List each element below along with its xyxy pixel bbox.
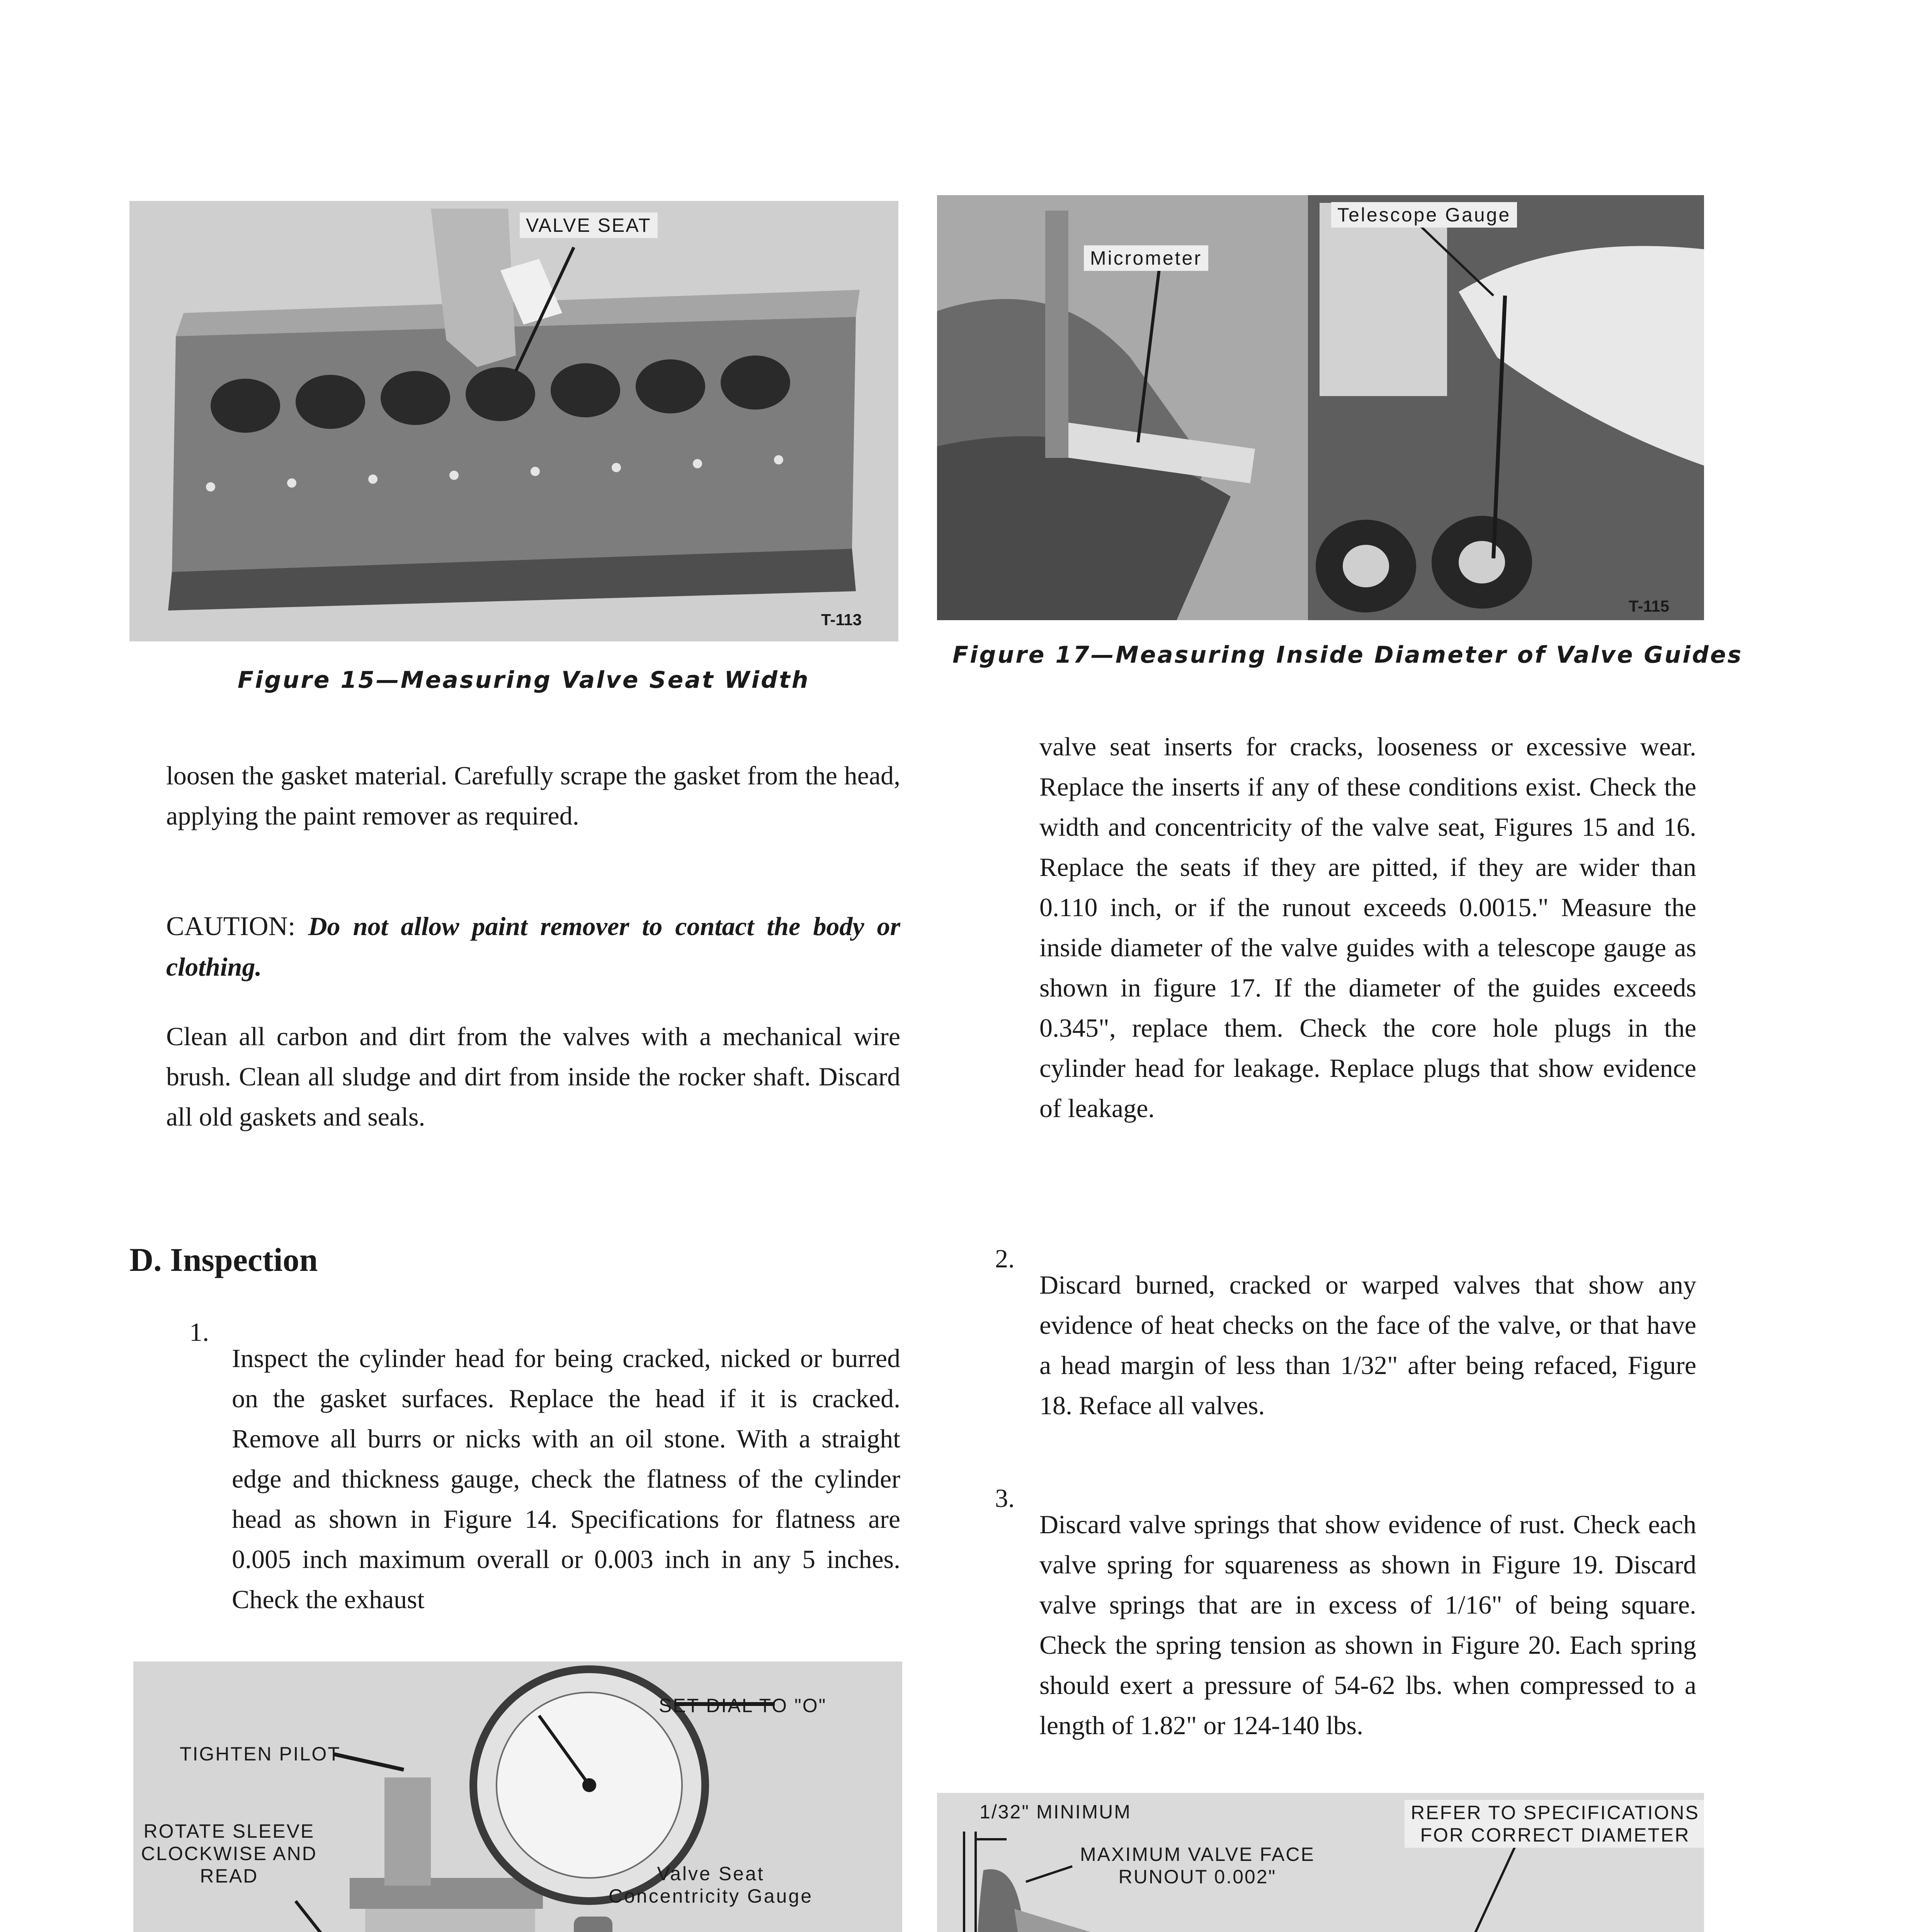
gauge-name-label — [609, 1862, 813, 1907]
refer-line-2: FOR CORRECT DIAMETER — [1420, 1824, 1690, 1846]
section-heading-inspection: D. Inspection — [129, 1241, 318, 1278]
paragraph-gasket: loosen the gasket material. Carefully scrape the gasket from the head, applying the paint remover as required. — [166, 761, 900, 830]
list-item-2 — [995, 1238, 1696, 1447]
list-item-3 — [995, 1478, 1696, 1768]
left-column-clean — [166, 1016, 900, 1137]
valve-guide-measurement-illustration — [937, 195, 1704, 620]
rotate-sleeve-line-2: CLOCKWISE AND — [141, 1843, 317, 1864]
rotate-sleeve-line-1: ROTATE SLEEVE — [143, 1820, 315, 1842]
set-dial-label: SET DIAL TO "O" — [659, 1695, 827, 1716]
tighten-pilot-label: TIGHTEN PILOT — [180, 1743, 341, 1765]
rotate-sleeve-label — [141, 1820, 317, 1887]
caution-paragraph — [166, 906, 900, 987]
refer-specifications-label — [1405, 1800, 1704, 1848]
caution-label: CAUTION: — [166, 912, 296, 941]
valve-seat-label: VALVE SEAT — [520, 213, 658, 238]
runout-line-2: RUNOUT 0.002" — [1118, 1866, 1277, 1888]
runout-label — [1080, 1843, 1315, 1888]
rotate-sleeve-line-3: READ — [200, 1865, 259, 1887]
minimum-margin-label: 1/32" MINIMUM — [980, 1801, 1131, 1823]
figure-15-caption: Figure 15—Measuring Valve Seat Width — [238, 667, 810, 694]
figure-18-photo — [937, 1793, 1704, 1932]
micrometer-label: Micrometer — [1084, 245, 1208, 271]
paragraph-valve-seat-inserts: valve seat inserts for cracks, looseness or excessive wear. Replace the inserts if any of these conditions exist. Check the width and concentricity of the valve seat, Figures 15 and 16. Replace the seats if they are pitted, if they are wider than 0.110 inch, or if the runout exceeds 0.0015." Measure the inside diameter of the valve guides with a telescope gauge as shown in figure 17. If the diameter of the guides exceeds 0.345", replace them. Check the core hole plugs in the cylinder head for leakage. Replace plugs that show evidence of leakage. — [1039, 732, 1696, 1123]
figure-17-caption: Figure 17—Measuring Inside Diameter of Valve Guides — [952, 641, 1743, 668]
list-text-3: Discard valve springs that show evidence of rust. Check each valve spring for squareness as shown in Figure 19. Discard valve springs that are in excess of 1/16" of being square. Check the spring tension as shown in Figure 20. Each spring should exert a pressure of 54-62 lbs. when compressed to a length of 1.82" or 124-140 lbs. — [1039, 1510, 1696, 1740]
list-number-2: 2. — [995, 1244, 1015, 1273]
list-text-2: Discard burned, cracked or warped valves that show any evidence of heat checks on the face of the valve, or that have a head margin of less than 1/32" after being refaced, Figure 18. Reface all valves. — [1039, 1270, 1696, 1420]
gauge-name-line-2: Concentricity Gauge — [609, 1885, 813, 1907]
runout-line-1: MAXIMUM VALVE FACE — [1080, 1844, 1315, 1865]
refer-line-1: REFER TO SPECIFICATIONS — [1411, 1802, 1699, 1823]
figure-15-tnumber: T-113 — [821, 611, 862, 629]
paragraph-clean: Clean all carbon and dirt from the valves with a mechanical wire brush. Clean all sludge and dirt from inside the rocker shaft. Discard all old gaskets and seals. — [166, 1022, 900, 1131]
left-column-intro — [166, 755, 900, 836]
figure-16-photo — [133, 1662, 902, 1932]
figure-17-photo — [937, 195, 1704, 620]
cylinder-head-illustration — [129, 201, 898, 641]
gauge-name-line-1: Valve Seat — [657, 1863, 765, 1884]
figure-15-photo — [129, 201, 898, 641]
telescope-gauge-label: Telescope Gauge — [1331, 202, 1517, 228]
right-column-continuation — [1039, 726, 1696, 1128]
list-number-3: 3. — [995, 1483, 1015, 1513]
caution-text: Do not allow paint remover to contact the body or clothing. — [166, 912, 901, 981]
caution-line — [166, 906, 900, 987]
figure-17-tnumber: T-115 — [1629, 597, 1670, 615]
list-number-1: 1. — [189, 1317, 209, 1347]
list-text-1: Inspect the cylinder head for being cracked, nicked or burred on the gasket surfaces. Replace the head if it is cracked. Remove all burrs or nicks with an oil stone. With a straight edge and thickness gauge, check the flatness of the cylinder head as shown in Figure 14. Specifications for flatness are 0.005 inch maximum overall or 0.003 inch in any 5 inches. Check the exhaust — [232, 1344, 900, 1614]
list-item-1 — [189, 1312, 900, 1640]
